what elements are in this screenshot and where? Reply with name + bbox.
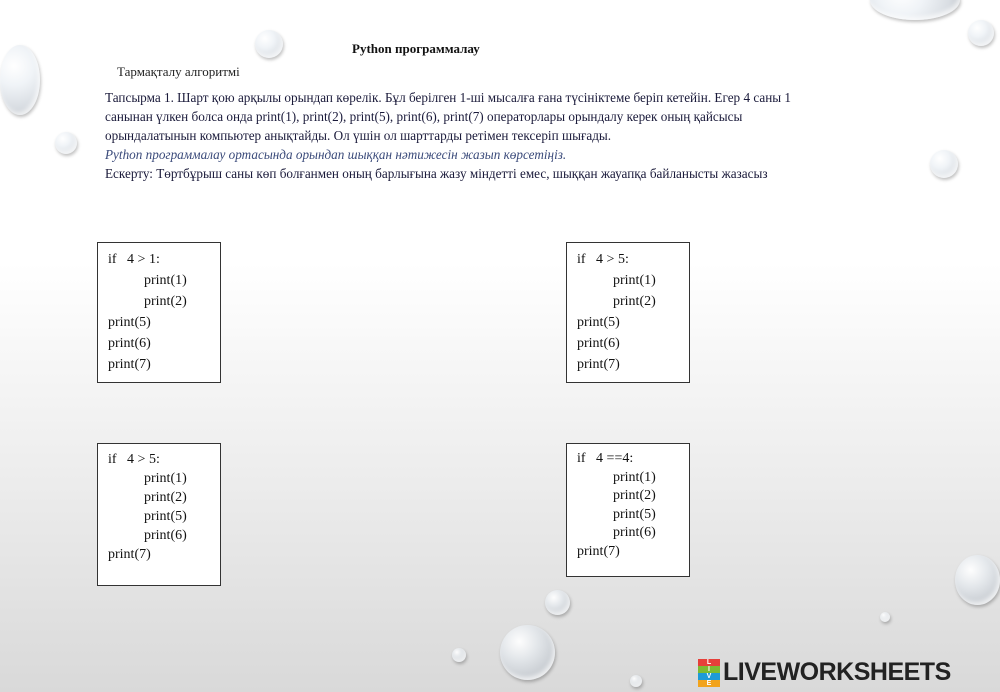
code-line: print(1) (144, 471, 187, 486)
code-line: print(5) (577, 315, 620, 330)
task-instruction: Python программалау ортасында орындап шыққан нәтижесін жазып көрсетіңіз. (105, 147, 567, 162)
page-subtitle: Тармақталу алгоритмі (117, 64, 240, 79)
water-drop (545, 590, 570, 615)
code-line: if 4 > 5: (577, 252, 629, 267)
logo-badge-letter: I (698, 666, 720, 673)
code-line: print(2) (613, 294, 656, 309)
page-title: Python программалау (352, 41, 480, 56)
water-drop (500, 625, 555, 680)
code-line: print(6) (613, 525, 656, 540)
code-line: print(7) (108, 547, 151, 562)
logo-badge-letter: V (698, 673, 720, 680)
code-line: if 4 ==4: (577, 451, 634, 466)
code-line: if 4 > 5: (108, 452, 160, 467)
logo-badge-letter: L (698, 659, 720, 666)
code-line: print(2) (613, 488, 656, 503)
task-line: орындалатынын компьютер анықтайды. Ол үшін ол шарттарды ретімен тексеріп шығады. (105, 128, 612, 143)
task-line: Тапсырма 1. Шарт қою арқылы орындап көрелік. Бұл берілген 1-ші мысалға ғана түсініктеме беріп кетейін. Егер 4 саны 1 (105, 90, 792, 105)
water-drop (255, 30, 283, 58)
liveworksheets-logo (698, 658, 951, 686)
code-line: print(1) (144, 273, 187, 288)
water-drop (0, 45, 40, 115)
water-drop (880, 612, 890, 622)
code-line: print(5) (144, 509, 187, 524)
water-drop (452, 648, 466, 662)
water-drop (870, 0, 960, 20)
code-line: print(7) (577, 357, 620, 372)
code-line: if 4 > 1: (108, 252, 160, 267)
code-box-2 (566, 242, 690, 383)
logo-badge-letter: E (698, 680, 720, 687)
code-line: print(1) (613, 469, 656, 485)
logo-text: LIVEWORKSHEETS (723, 657, 951, 686)
code-line: print(6) (144, 528, 187, 543)
code-box-3 (97, 443, 221, 586)
logo-badge-icon (698, 659, 720, 685)
code-line: print(5) (613, 506, 656, 522)
code-line: print(6) (577, 336, 620, 351)
task-note: Ескерту: Төртбұрыш саны көп болғанмен оның барлығына жазу міндетті емес, шыққан жауапқа байланысты жазасыз (105, 166, 768, 181)
code-box-1 (97, 242, 221, 383)
code-line: print(7) (577, 543, 620, 559)
water-drop (630, 675, 642, 687)
water-drop (955, 555, 1000, 605)
code-line: print(6) (108, 336, 151, 351)
task-line: санынан үлкен болса онда print(1), print(2), print(5), print(6), print(7) операторлары орындалу керек оның қайсысы (105, 109, 743, 124)
task-description (105, 88, 935, 183)
water-drop (968, 20, 994, 46)
code-line: print(2) (144, 490, 187, 505)
code-line: print(1) (613, 273, 656, 288)
water-drop (55, 132, 77, 154)
code-line: print(5) (108, 315, 151, 330)
code-line: print(2) (144, 294, 187, 309)
code-line: print(7) (108, 357, 151, 372)
code-box-4 (566, 443, 690, 577)
